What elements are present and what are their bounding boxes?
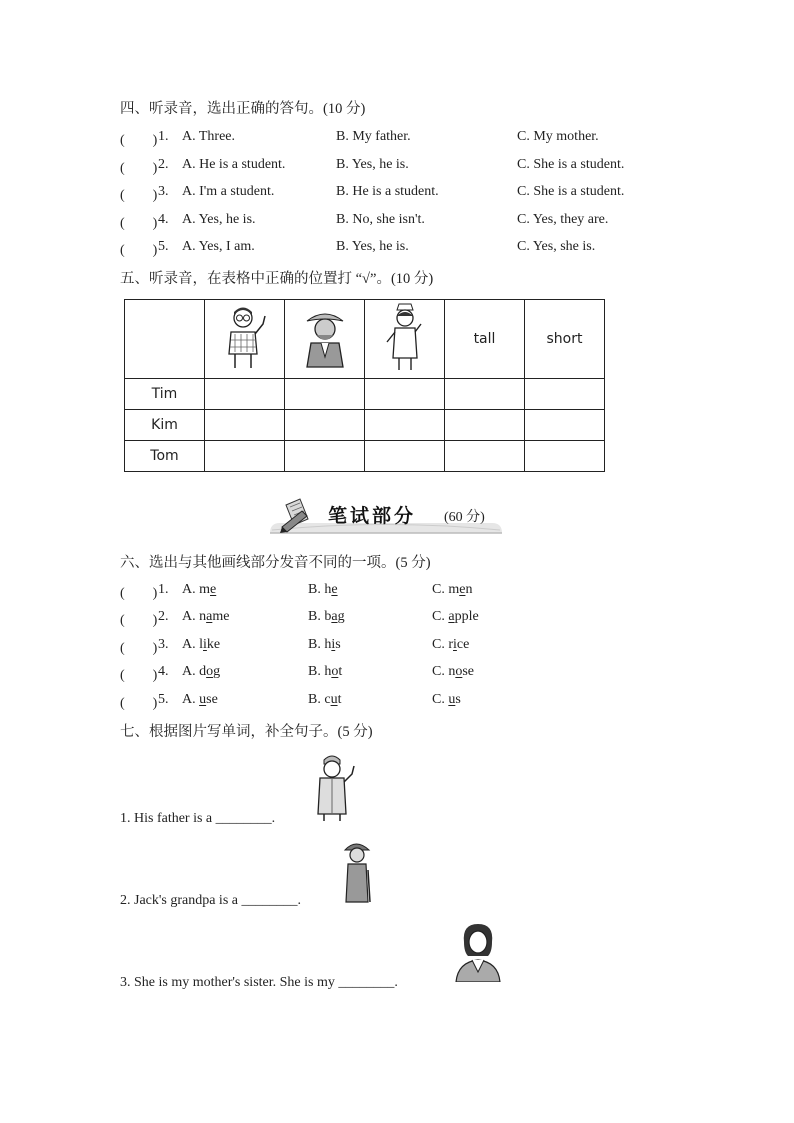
- row-label-tom: Tom: [125, 441, 205, 472]
- option-a: A. name: [182, 609, 230, 624]
- header-tall: tall: [445, 300, 525, 379]
- answer-blank[interactable]: ________: [338, 975, 395, 990]
- option-b: B. Yes, he is.: [336, 239, 409, 254]
- answer-paren[interactable]: ( ): [120, 188, 158, 203]
- sentence-1: 1. His father is a ________.: [120, 811, 276, 826]
- list-item: [120, 184, 720, 204]
- header-short: short: [525, 300, 605, 379]
- option-b: B. My father.: [336, 129, 411, 144]
- underlined-letter: u: [199, 692, 207, 707]
- item-number: 5.: [158, 692, 169, 707]
- option-b: B. hot: [308, 664, 343, 679]
- option-c: C. men: [432, 582, 473, 597]
- list-item: [120, 582, 720, 602]
- option-c: C. apple: [432, 609, 479, 624]
- answer-cell[interactable]: [365, 441, 445, 472]
- written-section-banner: [266, 497, 506, 535]
- item-number: 2.: [158, 609, 169, 624]
- option-a: A. dog: [182, 664, 221, 679]
- answer-cell[interactable]: [365, 410, 445, 441]
- item-number: 4.: [158, 664, 169, 679]
- item-number: 3.: [158, 184, 169, 199]
- answer-cell[interactable]: [205, 410, 285, 441]
- option-b: B. Yes, he is.: [336, 157, 409, 172]
- answer-cell[interactable]: [445, 441, 525, 472]
- item-number: 2.: [158, 157, 169, 172]
- underlined-letter: u: [330, 692, 338, 707]
- option-b: B. he: [308, 582, 338, 597]
- sentence-3: 3. She is my mother's sister. She is my ________.: [120, 975, 398, 990]
- list-item: [120, 212, 720, 232]
- farmer-picture-cell: [285, 300, 365, 379]
- list-item: [120, 157, 720, 177]
- banner-title: 笔试部分: [328, 505, 417, 527]
- answer-cell[interactable]: [285, 441, 365, 472]
- option-c: C. rice: [432, 637, 470, 652]
- answer-paren[interactable]: ( ): [120, 216, 158, 231]
- option-b: B. No, she isn't.: [336, 212, 425, 227]
- option-a: A. Yes, he is.: [182, 212, 256, 227]
- list-item: [120, 129, 720, 149]
- underlined-letter: i: [203, 637, 207, 652]
- underlined-letter: o: [331, 664, 339, 679]
- option-a: A. Three.: [182, 129, 235, 144]
- row-label-tim: Tim: [125, 379, 205, 410]
- list-item: [120, 692, 720, 712]
- list-item: [120, 239, 720, 259]
- item-number: 1.: [158, 129, 169, 144]
- farmer-figure-icon: [301, 305, 349, 369]
- underlined-letter: o: [455, 664, 463, 679]
- answer-table: [124, 299, 605, 472]
- answer-paren[interactable]: ( ): [120, 613, 158, 628]
- underlined-letter: u: [448, 692, 456, 707]
- answer-paren[interactable]: ( ): [120, 133, 158, 148]
- corner-cell: [125, 300, 205, 379]
- answer-blank[interactable]: ________: [241, 893, 298, 908]
- banner-score: (60 分): [444, 510, 485, 525]
- boy-figure-icon: [221, 304, 269, 370]
- underlined-letter: e: [459, 582, 466, 597]
- option-c: C. Yes, she is.: [517, 239, 596, 254]
- section-6-title: 六、选出与其他画线部分发音不同的一项。(5 分): [120, 555, 431, 571]
- option-b: B. cut: [308, 692, 342, 707]
- item-number: 1.: [158, 582, 169, 597]
- item-number: 4.: [158, 212, 169, 227]
- answer-cell[interactable]: [445, 410, 525, 441]
- option-c: C. She is a student.: [517, 184, 625, 199]
- answer-cell[interactable]: [445, 379, 525, 410]
- option-c: C. My mother.: [517, 129, 599, 144]
- row-label-kim: Kim: [125, 410, 205, 441]
- sentence-2: 2. Jack's grandpa is a ________.: [120, 893, 301, 908]
- option-a: A. I'm a student.: [182, 184, 275, 199]
- answer-cell[interactable]: [205, 441, 285, 472]
- underlined-letter: a: [206, 609, 213, 624]
- section-5-title: 五、听录音，在表格中正确的位置打 “√”。(10 分): [120, 271, 434, 287]
- option-a: A. me: [182, 582, 217, 597]
- option-c: C. us: [432, 692, 461, 707]
- option-c: C. nose: [432, 664, 475, 679]
- aunt-figure-icon: [452, 920, 504, 982]
- pencil-paper-icon: [280, 497, 314, 533]
- list-item: [120, 637, 720, 657]
- section-7-title: 七、根据图片写单词，补全句子。(5 分): [120, 724, 373, 740]
- underlined-letter: e: [331, 582, 338, 597]
- answer-blank[interactable]: ________: [215, 811, 272, 826]
- answer-paren[interactable]: ( ): [120, 696, 158, 711]
- answer-cell[interactable]: [525, 379, 605, 410]
- section-4-title: 四、听录音，选出正确的答句。(10 分): [120, 101, 366, 117]
- option-b: B. He is a student.: [336, 184, 439, 199]
- option-a: A. Yes, I am.: [182, 239, 255, 254]
- answer-cell[interactable]: [525, 410, 605, 441]
- option-a: A. like: [182, 637, 221, 652]
- option-a: A. He is a student.: [182, 157, 286, 172]
- item-number: 3.: [158, 637, 169, 652]
- underlined-letter: i: [453, 637, 457, 652]
- answer-paren[interactable]: ( ): [120, 586, 158, 601]
- option-b: B. his: [308, 637, 341, 652]
- underlined-letter: a: [331, 609, 338, 624]
- answer-cell[interactable]: [205, 379, 285, 410]
- list-item: [120, 609, 720, 629]
- answer-cell[interactable]: [525, 441, 605, 472]
- option-a: A. use: [182, 692, 218, 707]
- answer-cell[interactable]: [285, 379, 365, 410]
- underlined-letter: a: [448, 609, 455, 624]
- option-c: C. She is a student.: [517, 157, 625, 172]
- item-number: 5.: [158, 239, 169, 254]
- answer-paren[interactable]: ( ): [120, 641, 158, 656]
- underlined-letter: e: [210, 582, 217, 597]
- nurse-figure-icon: [383, 302, 427, 372]
- answer-paren[interactable]: ( ): [120, 243, 158, 258]
- answer-cell[interactable]: [285, 410, 365, 441]
- option-c: C. Yes, they are.: [517, 212, 609, 227]
- option-b: B. bag: [308, 609, 345, 624]
- answer-cell[interactable]: [365, 379, 445, 410]
- boy-picture-cell: [205, 300, 285, 379]
- nurse-picture-cell: [365, 300, 445, 379]
- underlined-letter: o: [206, 664, 214, 679]
- answer-paren[interactable]: ( ): [120, 161, 158, 176]
- list-item: [120, 664, 720, 684]
- underlined-letter: i: [331, 637, 336, 652]
- answer-paren[interactable]: ( ): [120, 668, 158, 683]
